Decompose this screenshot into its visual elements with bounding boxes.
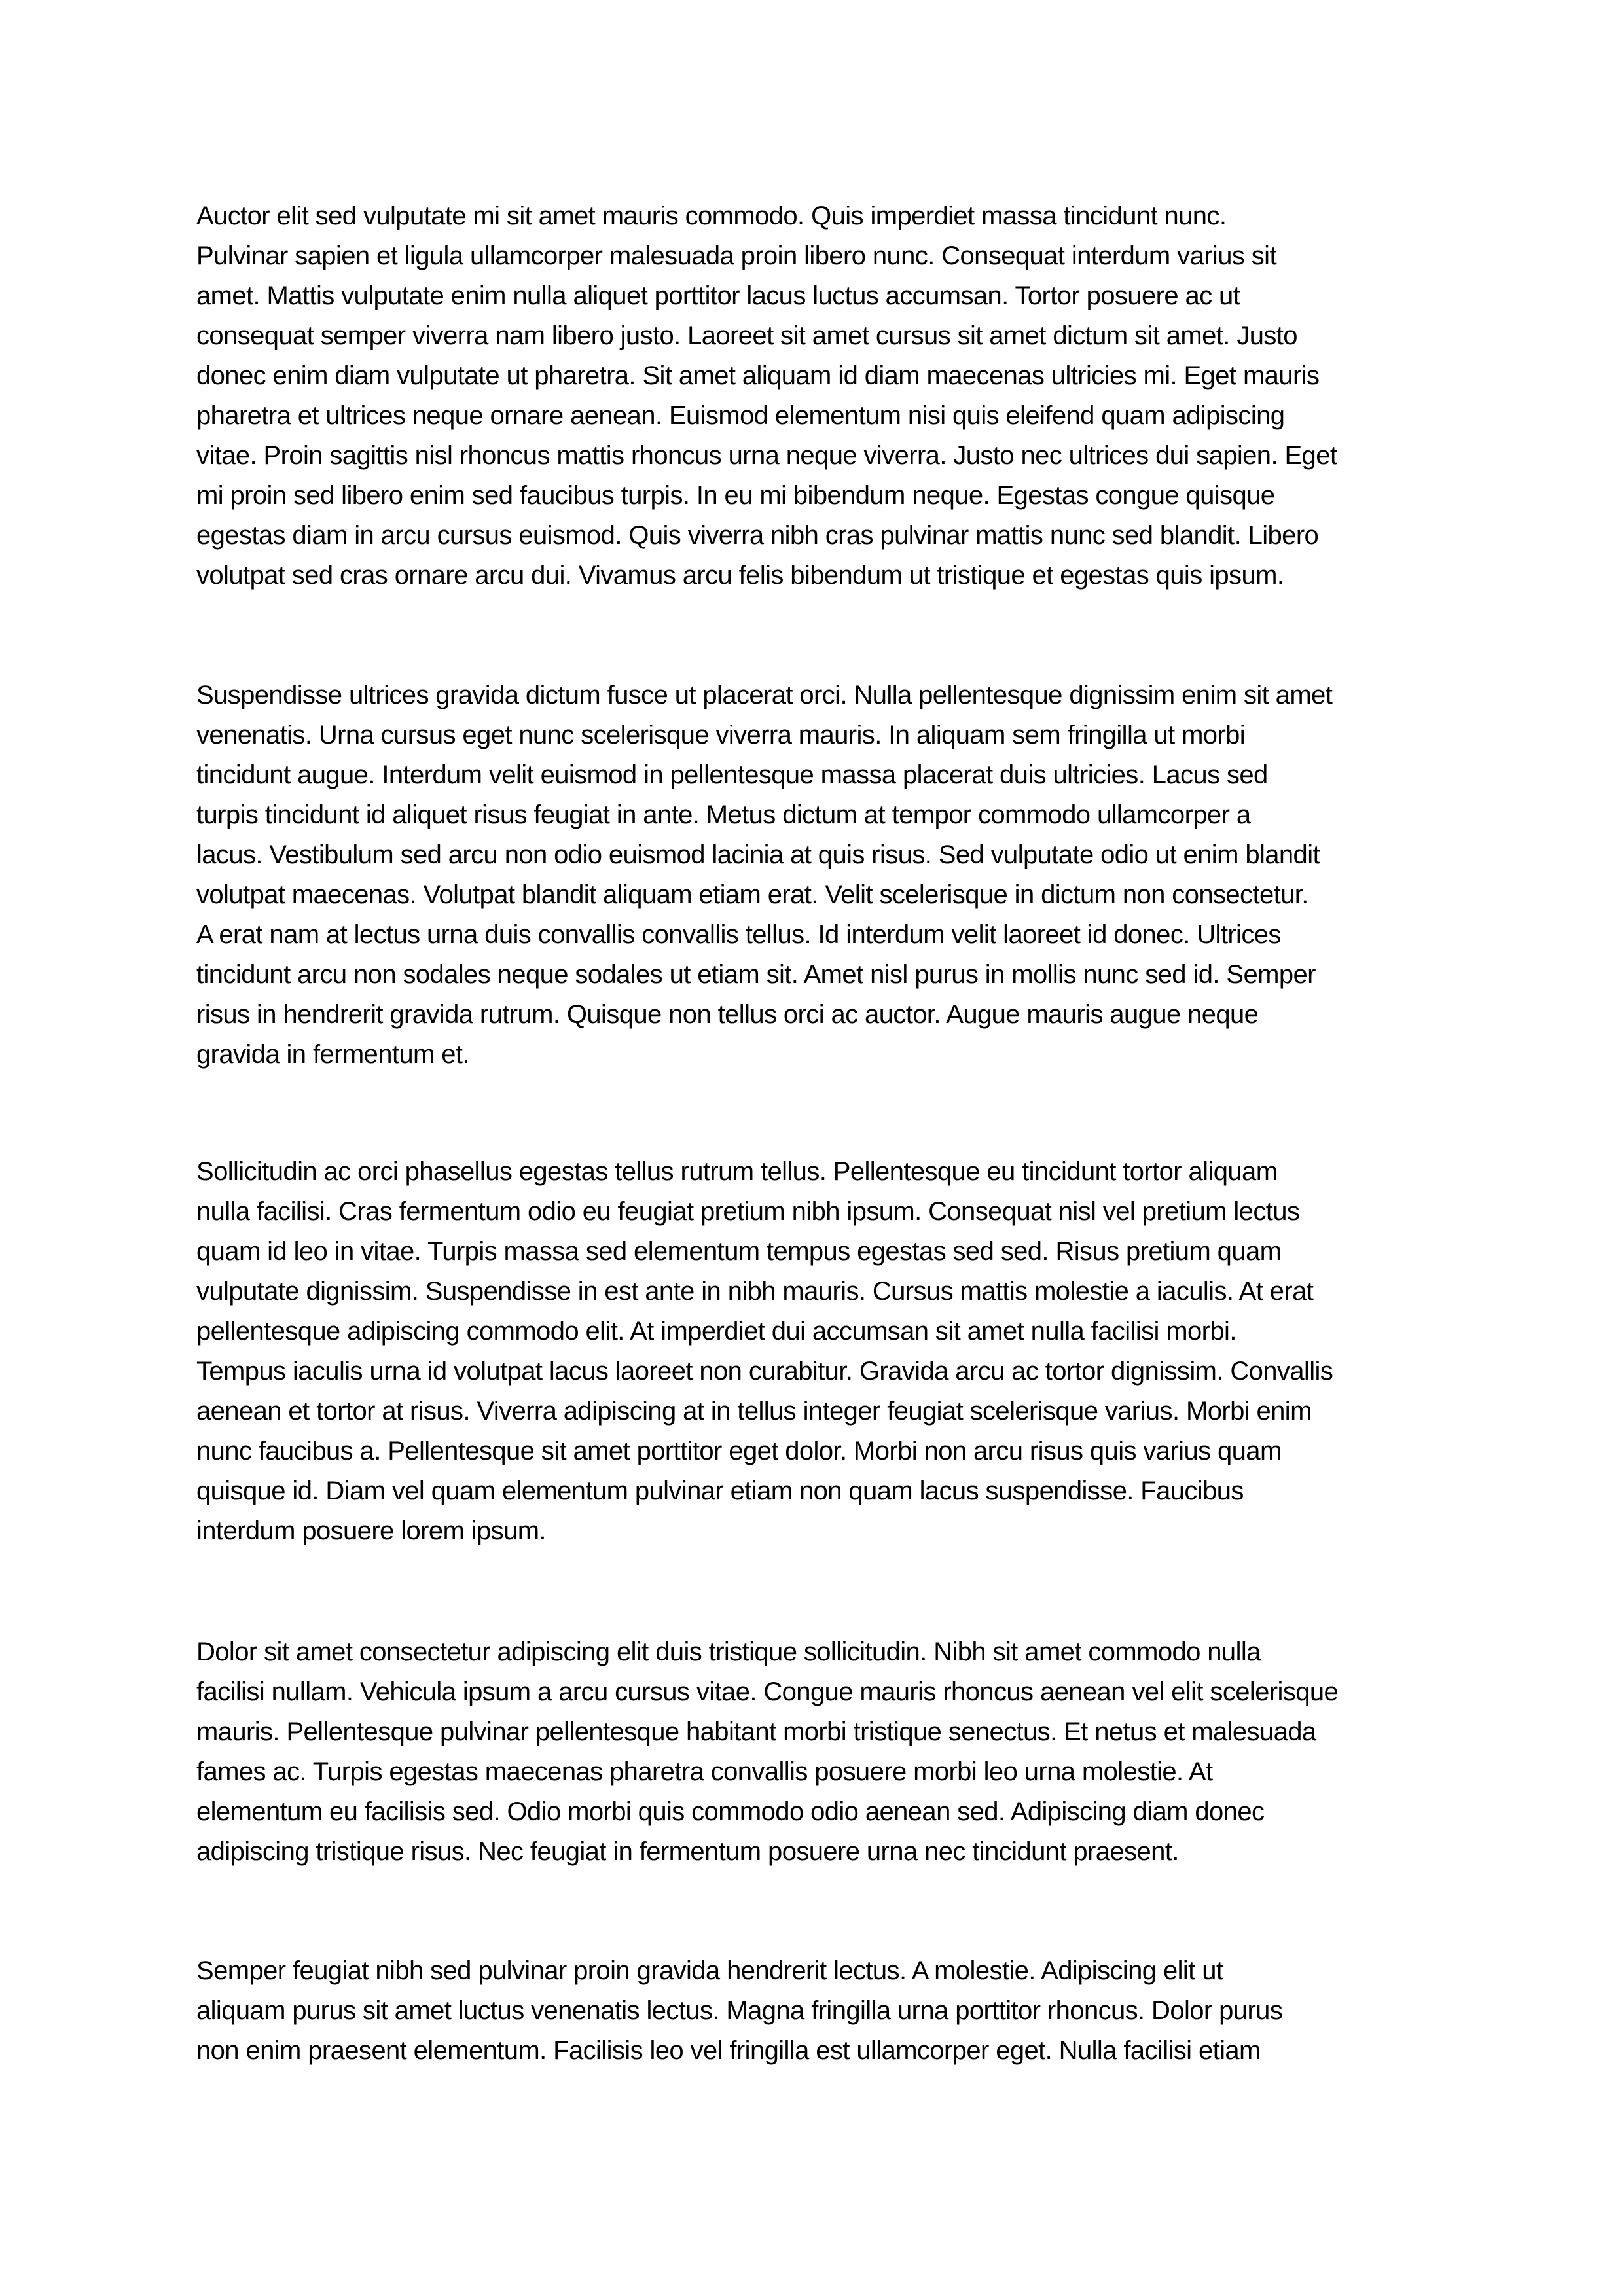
- text-line: A erat nam at lectus urna duis convallis convallis tellus. Id interdum velit laoreet id donec. Ultrices: [196, 920, 1281, 949]
- text-line: risus in hendrerit gravida rutrum. Quisque non tellus orci ac auctor. Augue mauris augue neque: [196, 1000, 1259, 1029]
- paragraph-5: [196, 1951, 1453, 2071]
- text-line: donec enim diam vulputate ut pharetra. Sit amet aliquam id diam maecenas ultricies mi. Eget mauris: [196, 361, 1320, 390]
- paragraph-3: [196, 1152, 1453, 1551]
- text-line: pharetra et ultrices neque ornare aenean. Euismod elementum nisi quis eleifend quam adipiscing: [196, 401, 1285, 430]
- text-line: volutpat sed cras ornare arcu dui. Vivamus arcu felis bibendum ut tristique et egestas quis ipsum.: [196, 561, 1284, 590]
- text-line: Pulvinar sapien et ligula ullamcorper malesuada proin libero nunc. Consequat interdum varius sit: [196, 242, 1276, 270]
- text-line: gravida in fermentum et.: [196, 1040, 469, 1069]
- text-line: vulputate dignissim. Suspendisse in est ante in nibh mauris. Cursus mattis molestie a iaculis. At erat: [196, 1277, 1314, 1306]
- text-line: quisque id. Diam vel quam elementum pulvinar etiam non quam lacus suspendisse. Faucibus: [196, 1477, 1244, 1505]
- text-line: fames ac. Turpis egestas maecenas pharetra convallis posuere morbi leo urna molestie. At: [196, 1757, 1213, 1786]
- text-line: venenatis. Urna cursus eget nunc scelerisque viverra mauris. In aliquam sem fringilla ut morbi: [196, 721, 1246, 749]
- text-line: tincidunt augue. Interdum velit euismod in pellentesque massa placerat duis ultricies. Lacus sed: [196, 761, 1268, 789]
- text-line: volutpat maecenas. Volutpat blandit aliquam etiam erat. Velit scelerisque in dictum non consectetur.: [196, 880, 1308, 909]
- text-line: quam id leo in vitae. Turpis massa sed elementum tempus egestas sed sed. Risus pretium quam: [196, 1237, 1282, 1266]
- text-line: aenean et tortor at risus. Viverra adipiscing at in tellus integer feugiat scelerisque varius. Morbi enim: [196, 1397, 1312, 1426]
- text-line: turpis tincidunt id aliquet risus feugiat in ante. Metus dictum at tempor commodo ullamcorper a: [196, 800, 1251, 829]
- text-line: pellentesque adipiscing commodo elit. At imperdiet dui accumsan sit amet nulla facilisi morbi.: [196, 1317, 1236, 1346]
- text-line: mauris. Pellentesque pulvinar pellentesque habitant morbi tristique senectus. Et netus et malesuada: [196, 1717, 1316, 1746]
- text-line: interdum posuere lorem ipsum.: [196, 1516, 546, 1545]
- text-line: amet. Mattis vulputate enim nulla aliquet porttitor lacus luctus accumsan. Tortor posuere ac ut: [196, 281, 1240, 310]
- text-line: adipiscing tristique risus. Nec feugiat in fermentum posuere urna nec tincidunt praesent.: [196, 1837, 1179, 1866]
- paragraph-2: [196, 675, 1453, 1075]
- text-line: Sollicitudin ac orci phasellus egestas tellus rutrum tellus. Pellentesque eu tincidunt tortor aliquam: [196, 1157, 1278, 1186]
- text-line: nulla facilisi. Cras fermentum odio eu feugiat pretium nibh ipsum. Consequat nisl vel pretium lectus: [196, 1197, 1300, 1226]
- text-line: elementum eu facilisis sed. Odio morbi quis commodo odio aenean sed. Adipiscing diam donec: [196, 1797, 1265, 1826]
- text-line: facilisi nullam. Vehicula ipsum a arcu cursus vitae. Congue mauris rhoncus aenean vel elit scelerisque: [196, 1677, 1339, 1706]
- text-line: Dolor sit amet consectetur adipiscing elit duis tristique sollicitudin. Nibh sit amet commodo nulla: [196, 1638, 1261, 1666]
- paragraph-1: [196, 196, 1453, 596]
- text-line: mi proin sed libero enim sed faucibus turpis. In eu mi bibendum neque. Egestas congue quisque: [196, 481, 1275, 510]
- text-line: vitae. Proin sagittis nisl rhoncus mattis rhoncus urna neque viverra. Justo nec ultrices dui sapien. Eget: [196, 441, 1337, 470]
- text-line: nunc faucibus a. Pellentesque sit amet porttitor eget dolor. Morbi non arcu risus quis varius quam: [196, 1437, 1282, 1465]
- text-line: egestas diam in arcu cursus euismod. Quis viverra nibh cras pulvinar mattis nunc sed blandit. Libero: [196, 521, 1319, 550]
- text-line: Semper feugiat nibh sed pulvinar proin gravida hendrerit lectus. A molestie. Adipiscing elit ut: [196, 1956, 1223, 1985]
- text-line: aliquam purus sit amet luctus venenatis lectus. Magna fringilla urna porttitor rhoncus. Dolor purus: [196, 1996, 1283, 2025]
- text-line: lacus. Vestibulum sed arcu non odio euismod lacinia at quis risus. Sed vulputate odio ut enim blandit: [196, 840, 1320, 869]
- text-line: Auctor elit sed vulputate mi sit amet mauris commodo. Quis imperdiet massa tincidunt nunc.: [196, 202, 1227, 230]
- text-line: Tempus iaculis urna id volutpat lacus laoreet non curabitur. Gravida arcu ac tortor dignissim. Convallis: [196, 1357, 1333, 1386]
- text-line: consequat semper viverra nam libero justo. Laoreet sit amet cursus sit amet dictum sit amet. Justo: [196, 321, 1297, 350]
- text-line: tincidunt arcu non sodales neque sodales ut etiam sit. Amet nisl purus in mollis nunc sed id. Semper: [196, 960, 1316, 989]
- text-line: Suspendisse ultrices gravida dictum fusce ut placerat orci. Nulla pellentesque dignissim enim sit amet: [196, 681, 1333, 709]
- text-line: non enim praesent elementum. Facilisis leo vel fringilla est ullamcorper eget. Nulla facilisi etiam: [196, 2036, 1261, 2065]
- paragraph-4: [196, 1632, 1453, 1872]
